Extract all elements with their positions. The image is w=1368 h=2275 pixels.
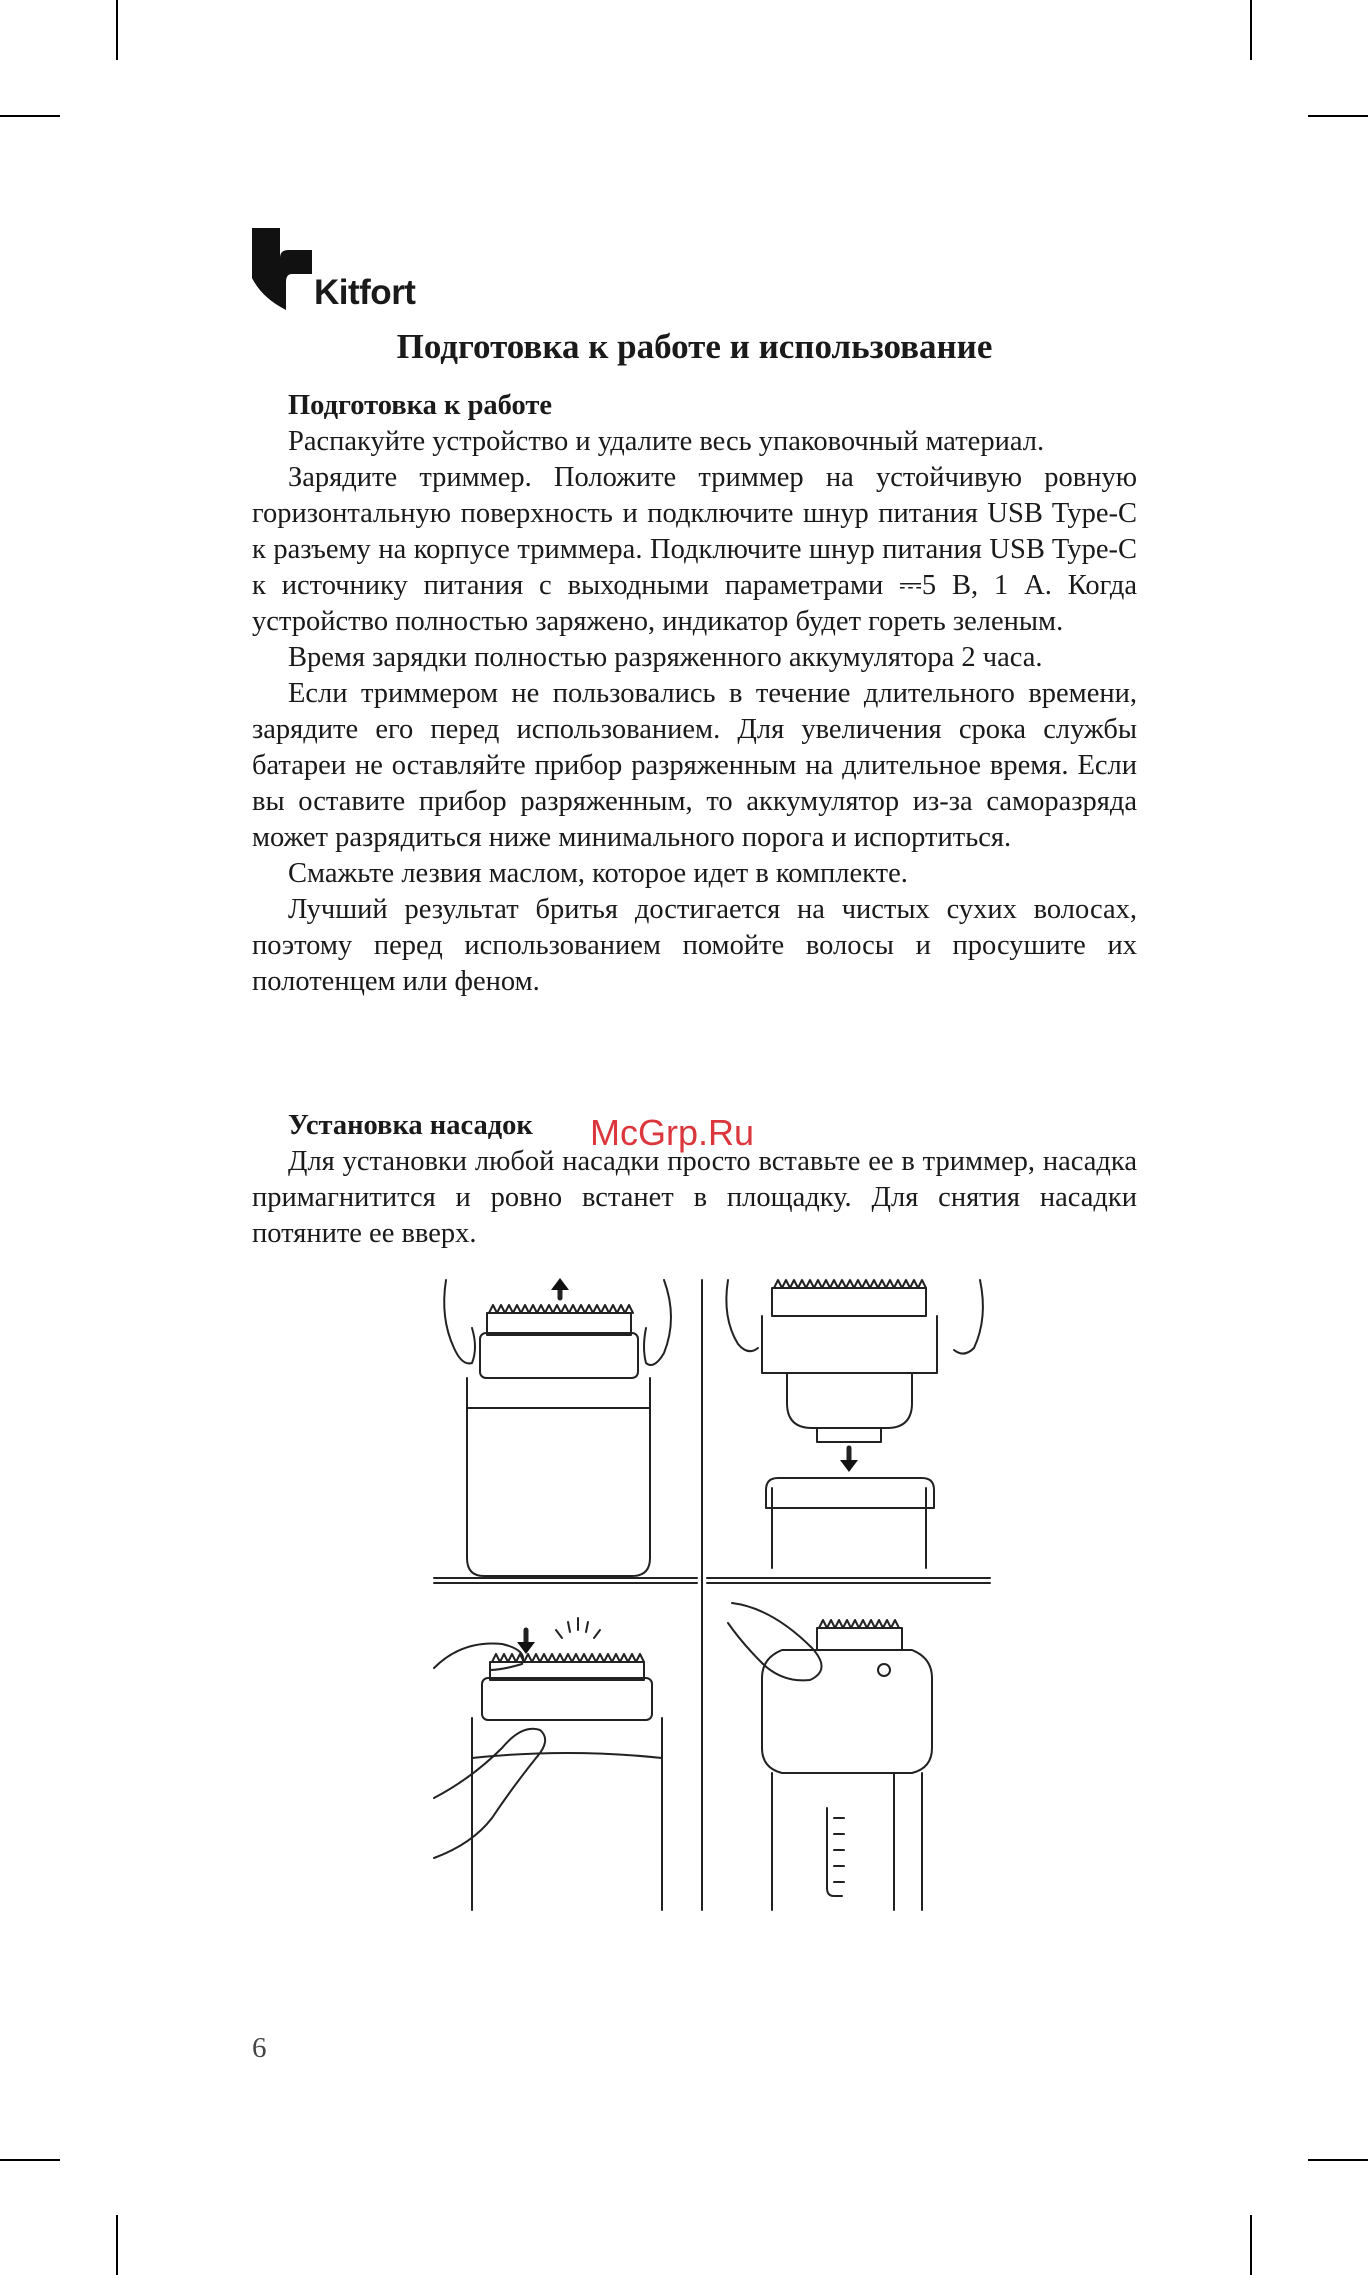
crop-mark: [1308, 2159, 1368, 2161]
trimmer-diagram: [432, 1278, 992, 1912]
paragraph: Время зарядки полностью разряженного аккумулятора 2 часа.: [288, 642, 1043, 673]
paragraph: Зарядите триммер. Положите триммер на устойчивую ровную горизонтальную поверхность и подключите шнур питания USB Type-C к разъему на корпусе триммера. Подключите шнур питания USB Type-C к источнику питания с выходными параметрами ⎓5 В, 1 А. Когда устройство полностью заряжено, индикатор будет гореть зеленым.: [252, 462, 1137, 637]
attachment-illustration: [432, 1278, 992, 1912]
section-heading: Установка насадок: [288, 1110, 533, 1141]
panel-trimmer-body: [728, 1603, 932, 1910]
page-number: 6: [252, 2032, 267, 2064]
panel-lift: [726, 1280, 983, 1568]
brand-logo: [252, 228, 415, 310]
crop-mark: [0, 115, 60, 117]
watermark: McGrp.Ru: [590, 1112, 755, 1153]
crop-mark: [1250, 0, 1252, 60]
crop-mark: [1308, 115, 1368, 117]
panel-remove: [444, 1278, 671, 1576]
section-preparation: [252, 388, 1137, 1000]
kitfort-logo-icon: [252, 228, 312, 310]
crop-mark: [116, 0, 118, 60]
paragraph: Лучший результат бритья достигается на чистых сухих волосах, поэтому перед использованием помойте волосы и просушите их полотенцем или феном.: [252, 894, 1137, 997]
paragraph: Распакуйте устройство и удалите весь упаковочный материал.: [288, 426, 1045, 457]
paragraph: Для установки любой насадки просто вставьте ее в триммер, насадка примагнитится и ровно встанет в площадку. Для снятия насадки потяните ее вверх.: [252, 1146, 1137, 1249]
brand-name: Kitfort: [314, 273, 416, 312]
crop-mark: [116, 2215, 118, 2275]
section-heading: Подготовка к работе: [288, 390, 553, 421]
paragraph: Если триммером не пользовались в течение длительного времени, зарядите его перед использованием. Для увеличения срока службы батареи не оставляйте прибор разряженным на длительное время. Если вы оставите прибор разряженным, то аккумулятор из-за саморазряда может разрядиться ниже минимального порога и испортиться.: [252, 678, 1137, 853]
panel-attach: [434, 1618, 662, 1910]
crop-mark: [0, 2159, 60, 2161]
paragraph: Смажьте лезвия маслом, которое идет в комплекте.: [288, 858, 908, 889]
page-title: Подготовка к работе и использование: [396, 327, 993, 366]
crop-mark: [1250, 2215, 1252, 2275]
